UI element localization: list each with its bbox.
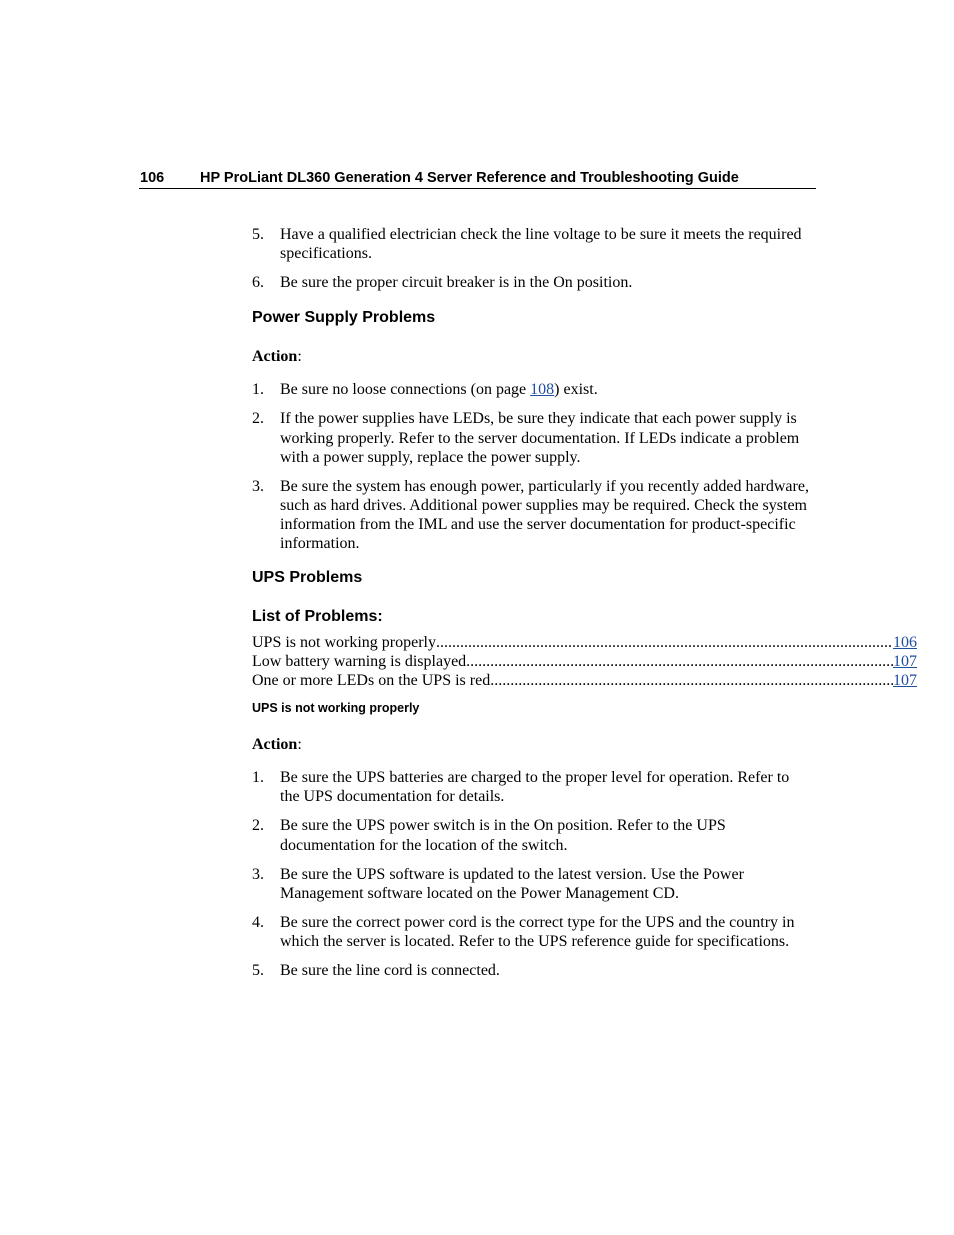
running-title: HP ProLiant DL360 Generation 4 Server Reference and Troubleshooting Guide (200, 170, 739, 186)
power-supply-list (252, 380, 812, 553)
section-heading-power-supply: Power Supply Problems (252, 309, 436, 327)
list-item: 4. Be sure the correct power cord is the correct type for the UPS and the country in which the server is located. Refer to the UPS reference guide for specifications. (252, 913, 795, 951)
toc-row[interactable]: One or more LEDs on the UPS is red ..... 107 (252, 671, 917, 690)
page-link-108[interactable]: 108 (530, 381, 555, 399)
action-label: Action: (252, 736, 302, 754)
toc-row[interactable]: UPS is not working properly ..... 106 (252, 633, 917, 652)
list-item: 5. Have a qualified electrician check the line voltage to be sure it meets the required specifications. (252, 226, 802, 263)
page-header (139, 168, 816, 189)
list-item: 2. Be sure the UPS power switch is in the On position. Refer to the UPS documentation for the location of the switch. (252, 817, 726, 854)
list-item: 5. Be sure the line cord is connected. (252, 962, 500, 980)
list-item: 3. Be sure the system has enough power, particularly if you recently added hardware, such as hard drives. Additional power supplies may be required. Check the system information from the IML and use the server documentation for product-specific information. (252, 477, 809, 553)
list-item: 2. If the power supplies have LEDs, be sure they indicate that each power supply is working properly. Refer to the server documentation. If LEDs indicate a problem with a power supply, replace the power supply. (252, 410, 800, 466)
list-item: 3. Be sure the UPS software is updated to the latest version. Use the Power Management software located on the Power Management CD. (252, 865, 744, 902)
action-label: Action: (252, 348, 302, 366)
section-heading-ups: UPS Problems (252, 568, 363, 586)
subsection-heading-ups-not-working: UPS is not working properly (252, 701, 420, 716)
toc-row[interactable]: Low battery warning is displayed ..... 107 (252, 652, 917, 671)
list-item: 6. Be sure the proper circuit breaker is in the On position. (252, 274, 633, 292)
list-top (252, 225, 812, 292)
page-content (252, 225, 917, 990)
problem-toc (252, 633, 917, 691)
toc-page-link[interactable]: 107 (893, 672, 917, 690)
list-item: 1. Be sure the UPS batteries are charged to the proper level for operation. Refer to the UPS documentation for details. (252, 769, 790, 806)
toc-page-link[interactable]: 106 (893, 633, 917, 651)
list-of-problems-heading: List of Problems: (252, 607, 383, 625)
ups-action-list (252, 768, 812, 980)
page-number: 106 (140, 170, 165, 186)
list-item: 1. Be sure no loose connections (on page 108) exist. (252, 381, 598, 399)
toc-page-link[interactable]: 107 (893, 652, 917, 670)
